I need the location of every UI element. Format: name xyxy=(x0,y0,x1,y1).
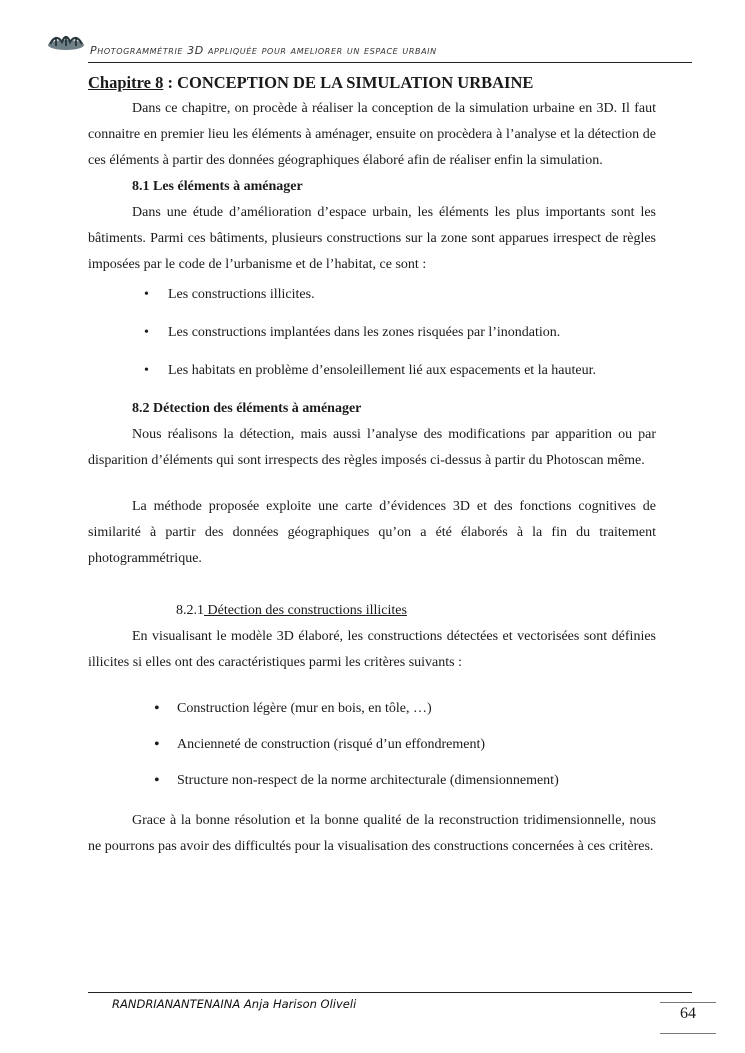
running-header-title: Photogrammétrie 3D appliquée pour ameliorer un espace urbain xyxy=(90,44,437,57)
list-item-text: Les constructions illicites. xyxy=(168,287,315,302)
chapter-label: Chapitre 8 xyxy=(88,73,164,92)
criteria-bullet-list xyxy=(88,696,656,794)
bullet-icon: • xyxy=(154,736,160,753)
list-item-text: Ancienneté de construction (risqué d’un effondrement) xyxy=(177,737,486,752)
section-8-2-paragraph-2: La méthode proposée exploite une carte d’évidences 3D et des fonctions cognitives de similarité à partir des données géographiques qu’on a été élaborés à la fin du traitement photogrammétrique. xyxy=(88,499,656,566)
section-8-2-heading: 8.2 Détection des éléments à aménager xyxy=(132,401,362,416)
bullet-icon: • xyxy=(144,363,149,378)
header-rule xyxy=(88,62,692,63)
list-item xyxy=(88,696,656,722)
section-8-2-paragraph-1: Nous réalisons la détection, mais aussi l’analyse des modifications par apparition ou par disparition d’éléments qui sont irrespects des règles imposés ci-dessus à partir du Photoscan même. xyxy=(88,427,656,468)
chapter-heading xyxy=(88,70,656,96)
subsection-paragraph: En visualisant le modèle 3D élaboré, les constructions détectées et vectorisées sont définies illicites si elles ont des caractéristiques parmi les critères suivants : xyxy=(88,629,656,670)
footer-rule xyxy=(88,992,692,993)
subsection-8-2-1-heading xyxy=(88,598,656,624)
section-8-1-bullet-list xyxy=(88,282,656,384)
subsection-title: Détection des constructions illicites xyxy=(204,603,407,618)
list-item xyxy=(88,282,656,308)
closing-paragraph: Grace à la bonne résolution et la bonne qualité de la reconstruction tridimensionnelle, nous ne pourrons pas avoir des difficultés pour la visualisation des constructions concernées à ces critères. xyxy=(88,813,656,854)
page-number: 64 xyxy=(680,1005,696,1022)
list-item xyxy=(88,768,656,794)
list-item-text: Structure non-respect de la norme architecturale (dimensionnement) xyxy=(177,773,559,788)
section-8-1-heading: 8.1 Les éléments à aménager xyxy=(132,179,303,194)
list-item-text: Les habitats en problème d’ensoleillement lié aux espacements et la hauteur. xyxy=(168,363,597,378)
intro-paragraph: Dans ce chapitre, on procède à réaliser la conception de la simulation urbaine en 3D. Il faut connaitre en premier lieu les éléments à aménager, ensuite on procèdera à l’analyse et la détection de ces éléments à partir des données géographiques élaboré afin de réaliser enfin la simulation. xyxy=(88,101,656,168)
bullet-icon: • xyxy=(144,325,149,340)
photogrammetry-logo-icon xyxy=(46,30,86,52)
list-item xyxy=(88,732,656,758)
list-item-text: Construction légère (mur en bois, en tôle, …) xyxy=(177,701,432,716)
list-item xyxy=(88,320,656,346)
subsection-number: 8.2.1 xyxy=(176,603,204,618)
chapter-title: : CONCEPTION DE LA SIMULATION URBAINE xyxy=(163,73,534,92)
footer-author: RANDRIANANTENAINA Anja Harison Oliveli xyxy=(112,997,357,1011)
page-content xyxy=(88,70,656,860)
spacer xyxy=(88,572,656,598)
list-item xyxy=(88,358,656,384)
bullet-icon: • xyxy=(154,772,160,789)
bullet-icon: • xyxy=(144,287,149,302)
list-item-text: Les constructions implantées dans les zones risquées par l’inondation. xyxy=(168,325,561,340)
section-8-1-paragraph: Dans une étude d’amélioration d’espace urbain, les éléments les plus importants sont les bâtiments. Parmi ces bâtiments, plusieurs constructions sur la zone sont apparues irrespect de règles imposées par le code de l’urbanisme et de l’habitat, ce sont : xyxy=(88,205,656,272)
bullet-icon: • xyxy=(154,700,160,717)
spacer xyxy=(88,474,656,494)
